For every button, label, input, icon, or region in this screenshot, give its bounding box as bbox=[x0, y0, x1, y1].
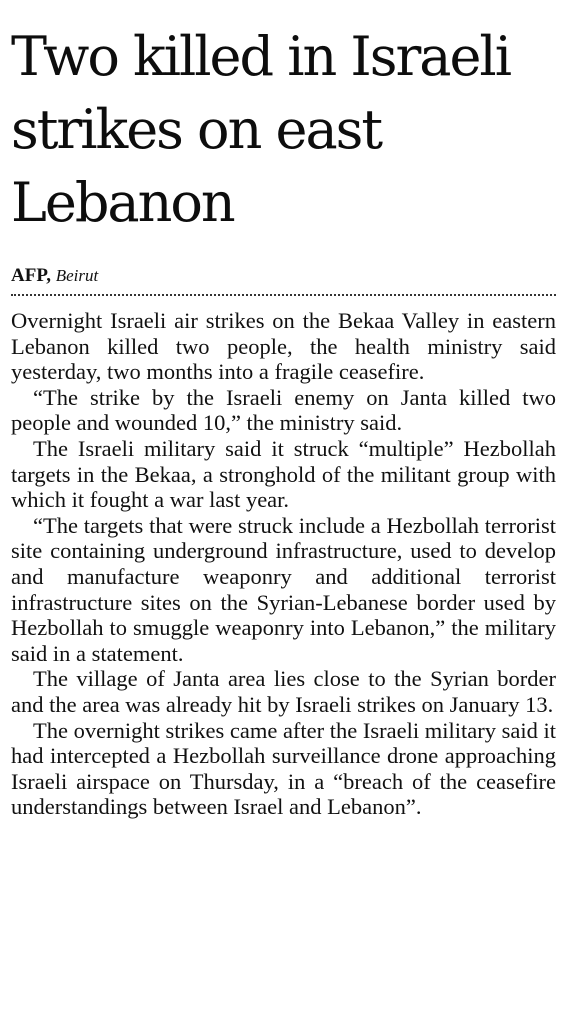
paragraph-5: The village of Janta area lies close to the Syrian border and the area was already hit by Israeli strikes on January 13. bbox=[11, 666, 556, 717]
paragraph-3: The Israeli military said it struck “multiple” Hezbollah targets in the Bekaa, a stronghold of the militant group with which it fought a war last year. bbox=[11, 435, 556, 513]
dotted-divider bbox=[11, 294, 556, 296]
byline bbox=[11, 265, 556, 287]
byline-agency: AFP, bbox=[11, 265, 51, 286]
byline-dateline: Beirut bbox=[55, 266, 99, 285]
paragraph-6: The overnight strikes came after the Israeli military said it had intercepted a Hezbollah surveillance drone approaching Israeli airspace on Thursday, in a “breach of the ceasefire understandings between Israel and Lebanon”. bbox=[11, 717, 556, 820]
paragraph-2: “The strike by the Israeli enemy on Janta killed two people and wounded 10,” the ministry said. bbox=[11, 384, 556, 436]
headline: Two killed in Israeli strikes on east Lebanon bbox=[11, 25, 510, 234]
paragraph-4: “The targets that were struck include a Hezbollah terrorist site containing underground infrastructure, used to develop and manufacture weaponry and additional terrorist infrastructure sites on the Syrian-Lebanese border used by Hezbollah to smuggle weaponry into Lebanon,” the military said in a statement. bbox=[11, 512, 556, 666]
news-article bbox=[11, 0, 556, 820]
paragraph-1: Overnight Israeli air strikes on the Bekaa Valley in eastern Lebanon killed two people, the health ministry said yesterday, two months into a fragile ceasefire. bbox=[11, 308, 556, 385]
article-body bbox=[11, 308, 556, 820]
